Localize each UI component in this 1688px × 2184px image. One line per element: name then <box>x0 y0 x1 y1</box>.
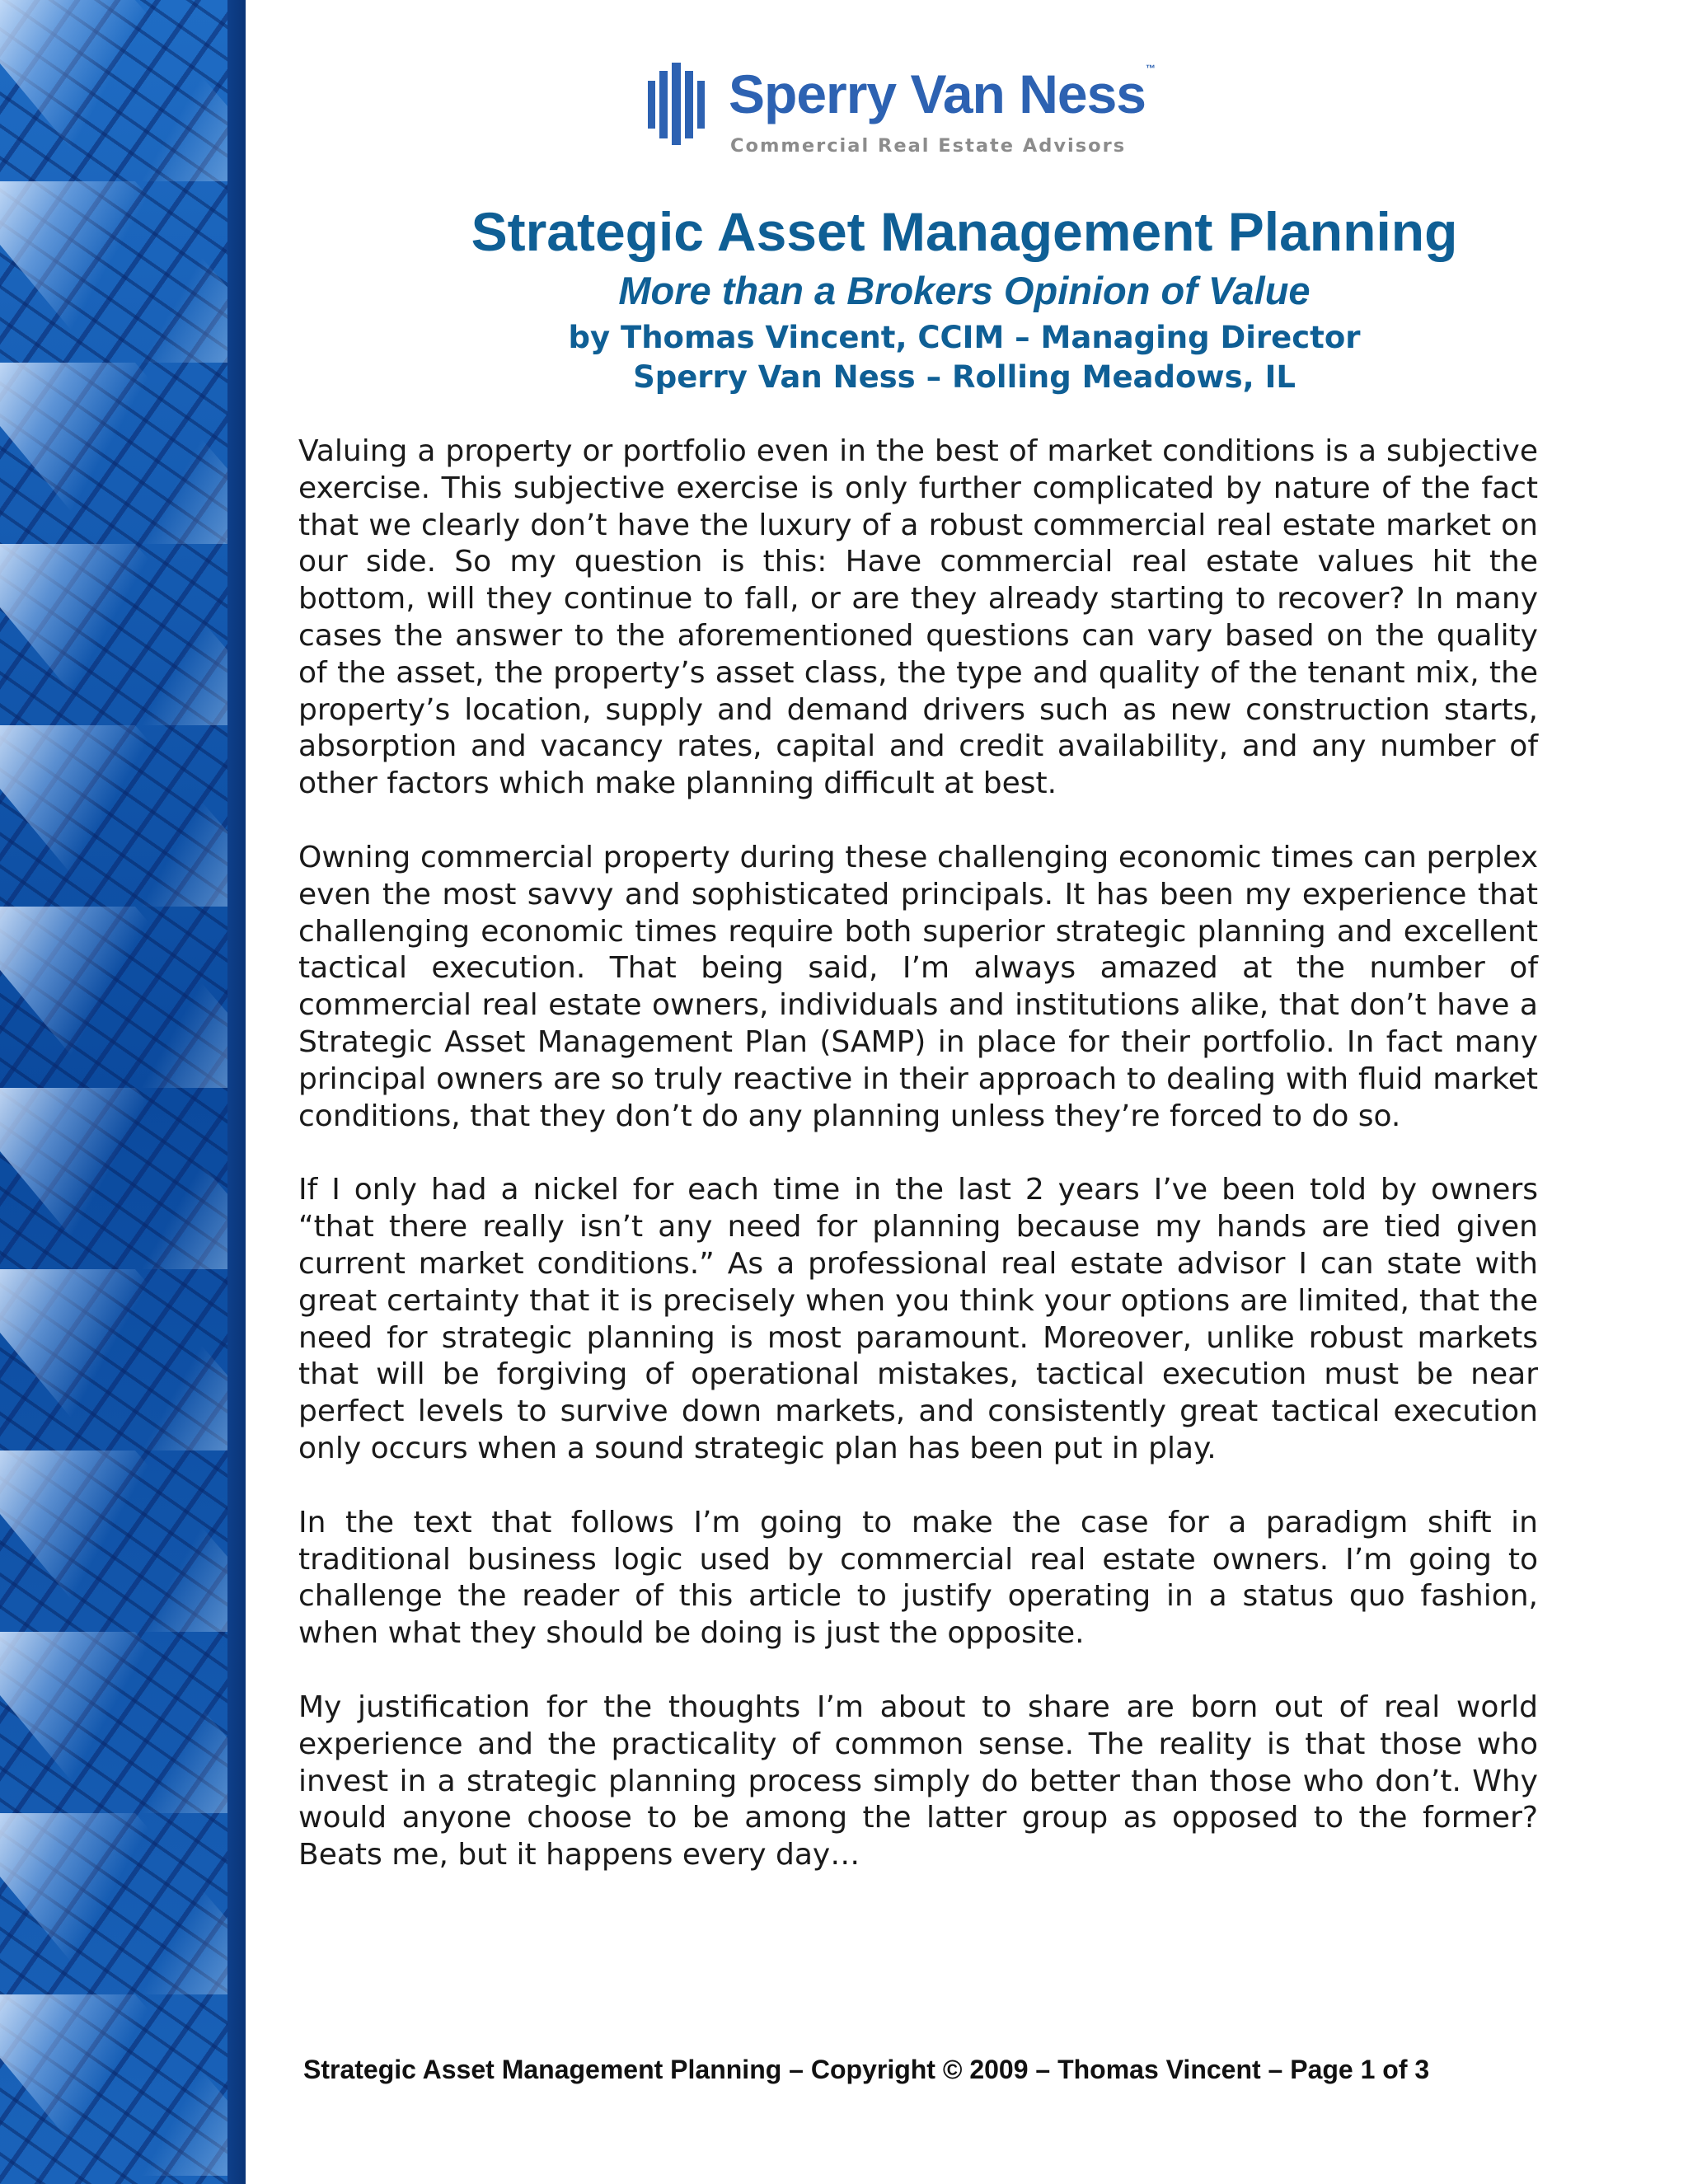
page-subtitle: More than a Brokers Opinion of Value <box>618 269 1311 312</box>
author-line: by Thomas Vincent, CCIM – Managing Director <box>568 320 1361 355</box>
paragraph: My justification for the thoughts I’m about to share are born out of real world experience and the practicality of common sense. The reality is that those who invest in a strategic planning process simply do better than those who don’t. Why would anyone choose to be among the latter group as opposed to the former? Beats me, but it happens every day… <box>298 1690 1538 1872</box>
brand-tagline: Commercial Real Estate Advisors <box>730 135 1127 157</box>
company-logo <box>646 59 1155 166</box>
office-line: Sperry Van Ness – Rolling Meadows, IL <box>633 359 1296 395</box>
paragraph: Owning commercial property during these challenging economic times can perplex even the most savvy and sophisticated principals. It has been my experience that challenging economic times require both superior strategic planning and excellent tactical execution. That being said, I’m always amazed at the number of commercial real estate owners, individuals and institutions alike, that don’t have a Strategic Asset Management Plan (SAMP) in place for their portfolio. In fact many principal owners are so truly reactive in their approach to dealing with fluid market conditions, that they don’t do any planning unless they’re forced to do so. <box>298 840 1538 1133</box>
side-decorative-band <box>0 0 246 2184</box>
article-body <box>298 434 1538 1911</box>
brand-name: Sperry Van Ness™ <box>729 63 1155 124</box>
page-footer: Strategic Asset Management Planning – Copyright © 2009 – Thomas Vincent – Page 1 of 3 <box>303 2055 1430 2084</box>
page-title: Strategic Asset Management Planning <box>471 201 1458 262</box>
paragraph: In the text that follows I’m going to make the case for a paradigm shift in traditional business logic used by commercial real estate owners. I’m going to challenge the reader of this article to justify operating in a status quo fashion, when what they should be doing is just the opposite. <box>298 1505 1538 1651</box>
paragraph: Valuing a property or portfolio even in the best of market conditions is a subjective exercise. This subjective exercise is only further complicated by nature of the fact that we clearly don’t have the luxury of a robust commercial real estate market on our side. So my question is this: Have commercial real estate values hit the bottom, will they continue to fall, or are they already starting to recover? In many cases the answer to the aforementioned questions can vary based on the quality of the asset, the property’s asset class, the type and quality of the tenant mix, the property’s location, supply and demand drivers such as new construction starts, absorption and vacancy rates, capital and credit availability, and any number of other factors which make planning difficult at best. <box>298 434 1538 801</box>
paragraph: If I only had a nickel for each time in the last 2 years I’ve been told by owners “that there really isn’t any need for planning because my hands are tied given current market conditions.” As a professional real estate advisor I can state with great certainty that it is precisely when you think your options are limited, that the need for strategic planning is most paramount. Moreover, unlike robust markets that will be forgiving of operational mistakes, tactical execution must be near perfect levels to survive down markets, and consistently great tactical execution only occurs when a sound strategic plan has been put in play. <box>298 1173 1538 1465</box>
sperry-van-ness-bars-logo-icon <box>646 63 710 145</box>
